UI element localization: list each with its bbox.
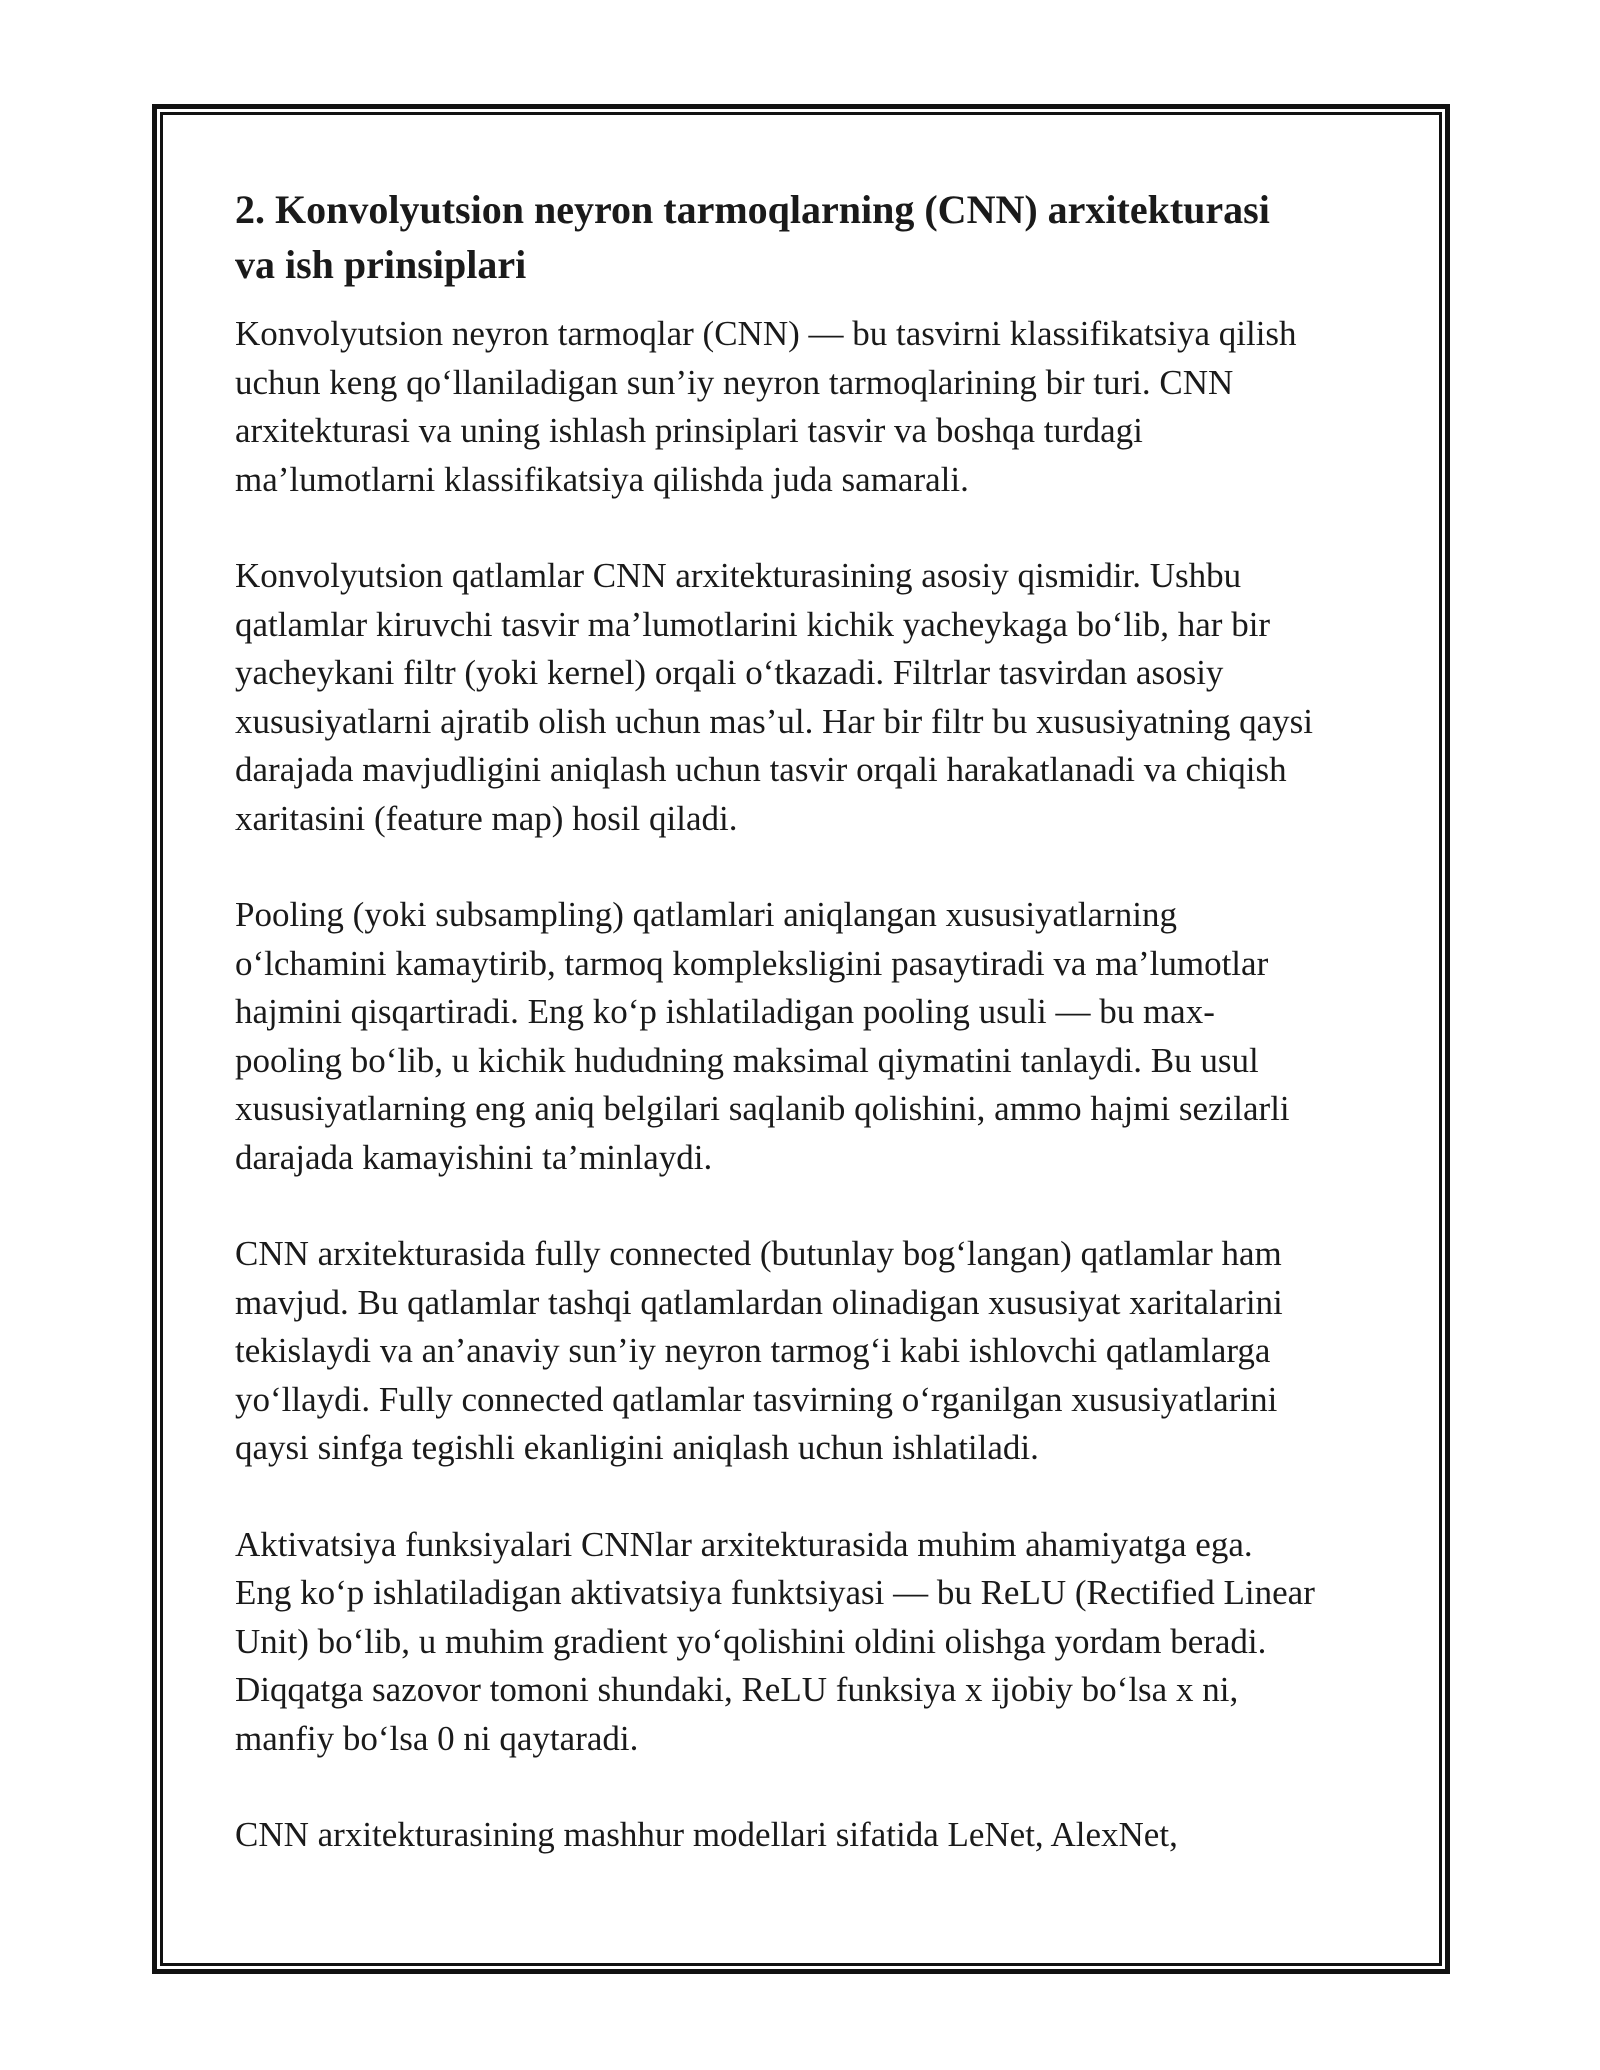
text-line: tekislaydi va an’anaviy sun’iy neyron tarmog‘i kabi ishlovchi qatlamlarga — [235, 1331, 1271, 1370]
text-line: qatlamlar kiruvchi tasvir ma’lumotlarini kichik yacheykaga bo‘lib, har bir — [235, 604, 1271, 644]
text-line: ma’lumotlarni klassifikatsiya qilishda juda samarali. — [235, 459, 969, 499]
text-line: arxitekturasi va uning ishlash prinsiplari tasvir va boshqa turdagi — [235, 411, 1143, 450]
text-line: darajada mavjudligini aniqlash uchun tasvir orqali harakatlanadi va chiqish — [235, 750, 1287, 789]
text-line: CNN arxitekturasida fully connected (butunlay bog‘langan) qatlamlar ham — [235, 1234, 1282, 1273]
document-body — [235, 182, 1385, 1908]
text-line: o‘lchamini kamaytirib, tarmoq kompleksligini pasaytiradi va ma’lumotlar — [235, 943, 1269, 983]
paragraph-pooling-layers — [235, 891, 1385, 1182]
text-line: uchun keng qo‘llaniladigan sun’iy neyron tarmoqlarining bir turi. CNN — [235, 362, 1234, 402]
text-line: hajmini qisqartiradi. Eng ko‘p ishlatiladigan pooling usuli — bu max- — [235, 992, 1215, 1031]
text-line: Diqqatga sazovor tomoni shundaki, ReLU funksiya x ijobiy bo‘lsa x ni, — [235, 1670, 1239, 1709]
text-line: Unit) bo‘lib, u muhim gradient yo‘qolishini oldini olishga yordam beradi. — [235, 1621, 1267, 1661]
text-line: Konvolyutsion neyron tarmoqlar (CNN) — bu tasvirni klassifikatsiya qilish — [235, 314, 1297, 353]
heading-line: va ish prinsiplari — [235, 242, 527, 287]
text-line: Pooling (yoki subsampling) qatlamlari aniqlangan xususiyatlarning — [235, 895, 1177, 934]
text-line: yacheykani filtr (yoki kernel) orqali o‘tkazadi. Filtrlar tasvirdan asosiy — [235, 653, 1224, 692]
paragraph-convolution-layers — [235, 552, 1385, 843]
text-line: Eng ko‘p ishlatiladigan aktivatsiya funktsiyasi — bu ReLU (Rectified Linear — [235, 1573, 1315, 1612]
text-line: Konvolyutsion qatlamlar CNN arxitekturasining asosiy qismidir. Ushbu — [235, 556, 1242, 595]
text-line: CNN arxitekturasining mashhur modellari sifatida LeNet, AlexNet, — [235, 1815, 1178, 1854]
paragraph-fully-connected — [235, 1230, 1385, 1473]
text-line: xaritasini (feature map) hosil qiladi. — [235, 798, 738, 838]
paragraph-popular-models — [235, 1811, 1385, 1860]
heading-line: 2. Konvolyutsion neyron tarmoqlarning (CNN) arxitekturasi — [235, 187, 1270, 232]
text-line: mavjud. Bu qatlamlar tashqi qatlamlardan olinadigan xususiyat xaritalarini — [235, 1282, 1283, 1322]
text-line: qaysi sinfga tegishli ekanligini aniqlash uchun ishlatiladi. — [235, 1428, 1039, 1467]
text-line: darajada kamayishini ta’minlaydi. — [235, 1137, 713, 1177]
text-line: Aktivatsiya funksiyalari CNNlar arxitekturasida muhim ahamiyatga ega. — [235, 1524, 1253, 1564]
text-line: manfiy bo‘lsa 0 ni qaytaradi. — [235, 1718, 639, 1758]
section-heading — [235, 182, 1385, 292]
text-line: xususiyatlarni ajratib olish uchun mas’ul. Har bir filtr bu xususiyatning qaysi — [235, 701, 1314, 741]
paragraph-cnn-intro — [235, 310, 1385, 504]
text-line: pooling bo‘lib, u kichik hududning maksimal qiymatini tanlaydi. Bu usul — [235, 1040, 1259, 1080]
paragraph-activation-functions — [235, 1521, 1385, 1764]
text-line: yo‘llaydi. Fully connected qatlamlar tasvirning o‘rganilgan xususiyatlarini — [235, 1379, 1278, 1419]
text-line: xususiyatlarning eng aniq belgilari saqlanib qolishini, ammo hajmi sezilarli — [235, 1089, 1290, 1128]
